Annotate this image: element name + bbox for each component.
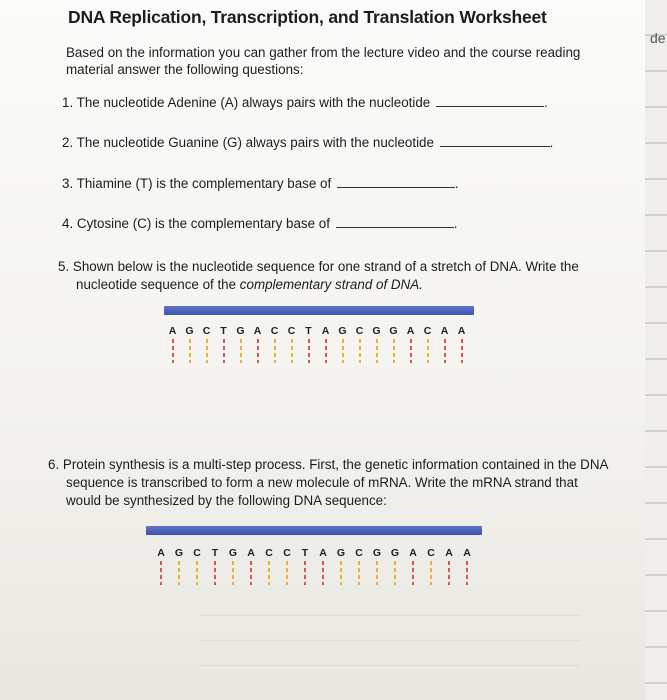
- base-peg: [308, 339, 310, 363]
- answer-blank[interactable]: [337, 175, 455, 188]
- base-peg: [304, 561, 306, 585]
- answer-blank[interactable]: [436, 94, 544, 107]
- base-peg: [340, 561, 342, 585]
- sugar-phosphate-backbone: [146, 526, 482, 535]
- base-letter: A: [409, 547, 417, 559]
- answer-blank[interactable]: [336, 215, 454, 228]
- dna-strand-diagram-1: [160, 306, 480, 366]
- question-end: .: [549, 135, 554, 150]
- base-letter: G: [336, 547, 346, 559]
- base-letter: A: [157, 547, 165, 559]
- base-peg: [178, 561, 180, 585]
- base-letter: G: [185, 325, 194, 337]
- base-letter: C: [270, 325, 279, 337]
- base-peg: [358, 561, 360, 585]
- base-peg: [448, 561, 450, 585]
- bleed-through-line: [200, 615, 580, 616]
- base-peg: [189, 339, 191, 363]
- question-number: 6.: [48, 457, 60, 472]
- question-text: Protein synthesis is a multi-step process. First, the genetic information contained in the DNA sequence is transcribed to form a new molecule of mRNA. Write the mRNA strand that would be synthesized by the following DNA sequence:: [62, 457, 608, 508]
- intro-paragraph: Based on the information you can gather from the lecture video and the course reading material answer the following questions:: [66, 45, 581, 77]
- base-letter: C: [283, 547, 291, 559]
- question-number: 1.: [62, 95, 74, 110]
- base-peg: [430, 561, 432, 585]
- question-text: The nucleotide Guanine (G) always pairs with the nucleotide: [76, 135, 434, 150]
- base-letter: C: [355, 547, 363, 559]
- base-peg: [342, 339, 344, 363]
- base-letter: G: [372, 325, 381, 337]
- base-peg: [250, 561, 252, 585]
- base-letter: T: [305, 325, 312, 337]
- base-letter: G: [236, 325, 245, 337]
- question-text: Shown below is the nucleotide sequence for one strand of a stretch of DNA. Write the nucleotide sequence of the: [72, 259, 579, 292]
- base-letter: C: [427, 547, 435, 559]
- base-peg: [394, 561, 396, 585]
- base-peg: [376, 339, 378, 363]
- base-letter: G: [372, 547, 382, 559]
- question-number: 3.: [62, 176, 74, 191]
- question-text-emphasis: complementary strand of DNA.: [239, 277, 423, 292]
- base-letter: A: [463, 547, 471, 559]
- base-letter: C: [193, 547, 201, 559]
- base-letter: A: [168, 325, 177, 337]
- question-number: 4.: [62, 216, 74, 231]
- base-letter: A: [253, 325, 262, 337]
- base-peg: [172, 339, 174, 363]
- base-letter: A: [457, 325, 466, 337]
- base-sequence: [152, 547, 476, 559]
- base-letter: G: [174, 547, 184, 559]
- question-text: Thiamine (T) is the complementary base of: [76, 176, 332, 191]
- question-2: [62, 134, 553, 152]
- base-peg: [291, 339, 293, 363]
- question-text: The nucleotide Adenine (A) always pairs with the nucleotide: [76, 95, 431, 110]
- base-peg: [410, 339, 412, 363]
- base-peg: [274, 339, 276, 363]
- base-letter: A: [445, 547, 453, 559]
- base-peg: [160, 561, 162, 585]
- base-letter: A: [440, 325, 449, 337]
- base-peg: [412, 561, 414, 585]
- question-5: [58, 258, 606, 294]
- base-letter: A: [247, 547, 255, 559]
- base-peg: [393, 339, 395, 363]
- base-peg: [257, 339, 259, 363]
- answer-blank[interactable]: [440, 134, 550, 147]
- bleed-through-line: [200, 640, 580, 641]
- bleed-through-line: [200, 665, 580, 666]
- base-peg: [461, 339, 463, 363]
- base-sequence: [164, 325, 470, 337]
- base-peg: [359, 339, 361, 363]
- base-peg: [444, 339, 446, 363]
- question-number: 5.: [58, 259, 70, 274]
- base-peg: [376, 561, 378, 585]
- base-letter: A: [406, 325, 415, 337]
- base-peg: [427, 339, 429, 363]
- question-end: .: [454, 176, 459, 191]
- question-text: Cytosine (C) is the complementary base of: [76, 216, 330, 231]
- question-6: [48, 456, 611, 510]
- question-end: .: [453, 216, 458, 231]
- base-letter: C: [355, 325, 364, 337]
- question-4: [62, 215, 457, 233]
- question-end: .: [543, 95, 548, 110]
- base-peg: [240, 339, 242, 363]
- base-peg: [196, 561, 198, 585]
- base-peg: [232, 561, 234, 585]
- base-letter: G: [228, 547, 238, 559]
- question-3: [62, 175, 459, 193]
- question-1: [62, 94, 548, 112]
- base-peg: [223, 339, 225, 363]
- edge-handwriting: de: [650, 30, 666, 46]
- base-peg: [214, 561, 216, 585]
- base-letter: T: [301, 547, 309, 559]
- base-letter: T: [220, 325, 227, 337]
- base-peg: [206, 339, 208, 363]
- adjacent-page-edge: [645, 0, 667, 700]
- base-peg: [325, 339, 327, 363]
- base-peg: [466, 561, 468, 585]
- base-letter: A: [321, 325, 330, 337]
- sugar-phosphate-backbone: [164, 306, 474, 315]
- base-letter: T: [211, 547, 219, 559]
- dna-strand-diagram-2: [146, 526, 486, 586]
- base-letter: C: [265, 547, 273, 559]
- page-title: DNA Replication, Transcription, and Translation Worksheet: [68, 7, 547, 27]
- base-letter: A: [319, 547, 327, 559]
- base-letter: G: [338, 325, 347, 337]
- base-peg: [322, 561, 324, 585]
- base-peg: [268, 561, 270, 585]
- question-number: 2.: [62, 135, 74, 150]
- base-letter: G: [390, 547, 400, 559]
- base-peg: [286, 561, 288, 585]
- base-letter: G: [389, 325, 398, 337]
- base-letter: C: [202, 325, 211, 337]
- base-letter: C: [423, 325, 432, 337]
- base-letter: C: [287, 325, 296, 337]
